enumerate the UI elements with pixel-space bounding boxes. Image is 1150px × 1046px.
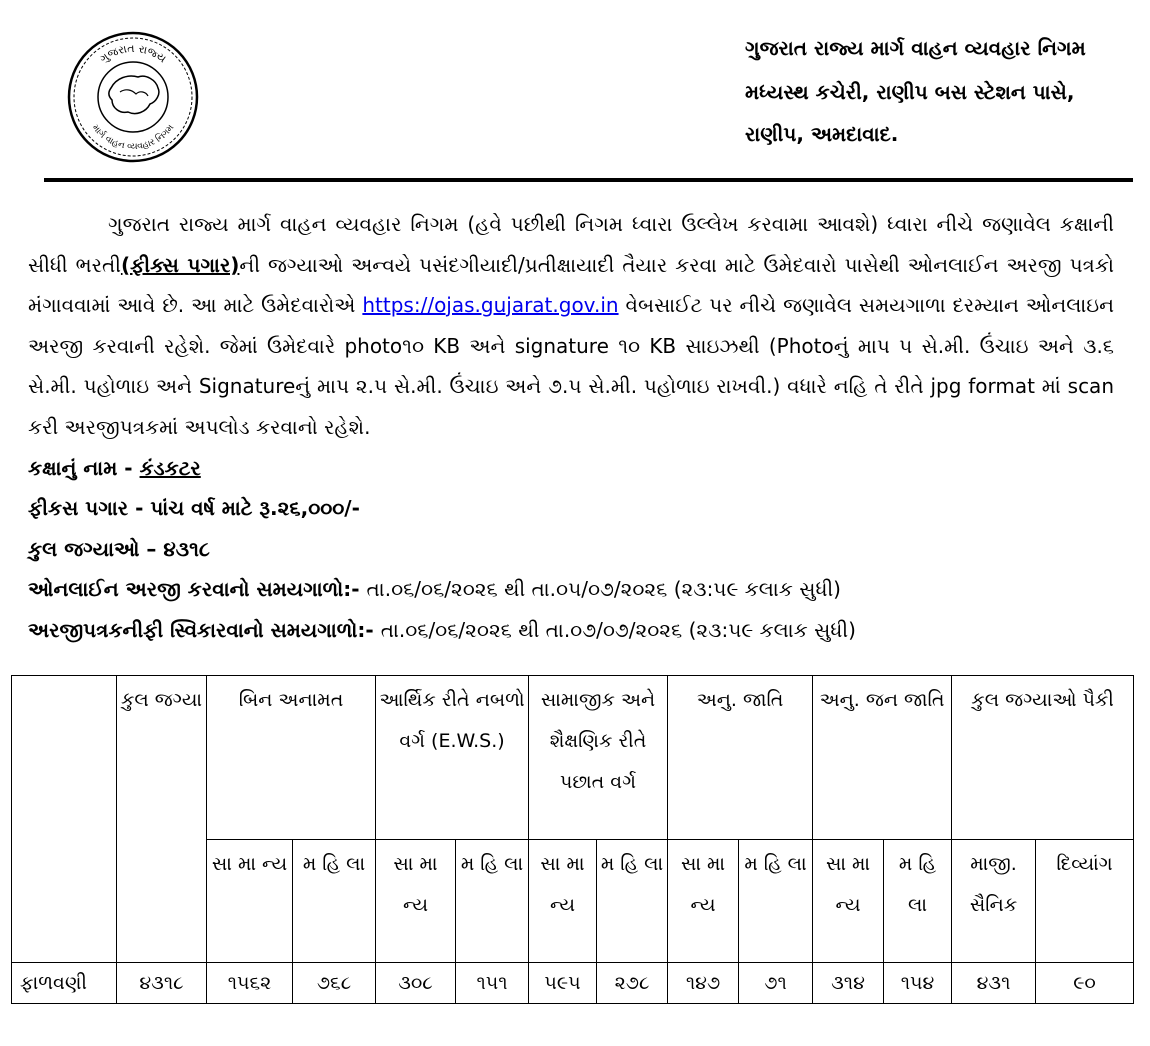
notice-text-part2: ની જગ્યાઓ અન્વયે પસંદગીયાદી/પ્રતીક્ષાયાદી તૈયાર કરવા માટે ઉમેદવારો પાસેથી ઓનલાઈન અરજી પત્રકો મંગાવવામાં આવે છે. આ માટે ઉમેદવારોએ (28, 252, 1114, 317)
value-unreserved-women: ૭૬૮ (293, 963, 376, 1004)
value-ews-general: ૩૦૮ (376, 963, 456, 1004)
subheader-women: મ હિ લા (597, 840, 668, 963)
value-unreserved-general: ૧૫૬૨ (207, 963, 293, 1004)
subheader-general: સા મા ન્ય (529, 840, 597, 963)
gsrtc-seal-logo (66, 30, 200, 164)
pay-line: ફીકસ પગાર - પાંચ વર્ષ માટે રૂ.૨૬,૦૦૦/- (28, 496, 360, 520)
notice-fixed-pay-highlight: (ફીક્સ પગાર) (120, 252, 240, 277)
notice-paragraph (28, 204, 1114, 447)
subheader-general: સા મા ન્ય (668, 840, 739, 963)
subheader-general: સા મા ન્ય (813, 840, 884, 963)
header-of-total: કુલ જગ્યાઓ પૈકી (952, 676, 1134, 840)
total-posts-line: કુલ જગ્યાઓ – ૪૩૧૮ (28, 537, 210, 561)
vacancy-table (11, 675, 1134, 1004)
header-total-posts: કુલ જગ્યા (117, 676, 207, 963)
value-st-women: ૧૫૪ (884, 963, 952, 1004)
pay-value: પાંચ વર્ષ માટે રૂ.૨૬,૦૦૦/- (150, 496, 360, 520)
header-sebc: સામાજીક અને શૈક્ષણિક રીતે પછાત વર્ગ (529, 676, 668, 840)
header-unreserved: બિન અનામત (207, 676, 376, 840)
org-address-line1: મધ્યસ્થ કચેરી, રાણીપ બસ સ્ટેશન પાસે, (745, 80, 1075, 104)
subheader-women: મ હિ લા (884, 840, 952, 963)
seal-ring-text-top: ગુજરાત રાજ્ય (97, 41, 169, 66)
value-sc-general: ૧૪૭ (668, 963, 739, 1004)
value-sebc-general: ૫૯૫ (529, 963, 597, 1004)
notice-text-part1: ગુજરાત રાજ્ય માર્ગ વાહન વ્યવહાર નિગમ (હવે પછીથી નિગમ ધ્વારા ઉલ્લેખ કરવામા આવશે) ધ્વારા નીચે જણાવેલ કક્ષાની સીધી ભરતી (28, 212, 1114, 277)
subheader-women: મ હિ લા (293, 840, 376, 963)
fee-period-line: અરજીપત્રકનીફી સ્વિકારવાનો સમયગાળો:- તા.૦૬/૦૬/૨૦૨૬ થી તા.૦૭/૦૭/૨૦૨૬ (૨૩:૫૯ કલાક સુધી) (28, 618, 856, 642)
header-divider (44, 178, 1133, 182)
notice-text-part3: વેબસાઈટ પર નીચે જણાવેલ સમયગાળા દરમ્યાન ઓનલાઇન અરજી કરવાની રહેશે. જેમાં ઉમેદવારે photo૧૦ KB અને signature ૧૦ KB સાઇઝથી (Photoનું માપ ૫ સે.મી. ઉંચાઇ અને ૩.૬ સે.મી. પહોળાઇ અને Signatureનું માપ ૨.૫ સે.મી. ઉંચાઇ અને ૭.૫ સે.મી. પહોળાઇ રાખવી.) વધારે નહિ તે રીતે jpg format માં scan કરી અરજીપત્રકમાં અપલોડ કરવાનો રહેશે. (28, 293, 1115, 439)
header-empty-cell (12, 676, 117, 963)
seal-map-emblem (109, 76, 159, 114)
subheader-general: સા મા ન્ય (376, 840, 456, 963)
header-sc: અનુ. જાતિ (668, 676, 813, 840)
org-address-line2: રાણીપ, અમદાવાદ. (745, 122, 899, 146)
seal-ring-text-bottom: માર્ગ વાહન વ્યવહાર નિગમ (89, 122, 177, 153)
application-period-value: તા.૦૬/૦૬/૨૦૨૬ થી તા.૦૫/૦૭/૨૦૨૬ (૨૩:૫૯ કલાક સુધી) (366, 577, 841, 601)
value-sebc-women: ૨૭૮ (597, 963, 668, 1004)
ojas-website-link[interactable]: https://ojas.gujarat.gov.in (362, 293, 619, 317)
header-st: અનુ. જન જાતિ (813, 676, 952, 840)
value-disabled: ૯૦ (1036, 963, 1134, 1004)
value-ews-women: ૧૫૧ (456, 963, 529, 1004)
post-name-value: કંડકટર (139, 456, 201, 480)
subheader-general: સા મા ન્ય (207, 840, 293, 963)
table-row (12, 963, 1134, 1004)
org-name: ગુજરાત રાજ્ય માર્ગ વાહન વ્યવહાર નિગમ (745, 36, 1086, 60)
row-label-allocation: ફાળવણી (12, 963, 117, 1004)
value-total: ૪૩૧૮ (117, 963, 207, 1004)
total-posts-value: ૪૩૧૮ (163, 537, 210, 561)
application-period-line: ઓનલાઈન અરજી કરવાનો સમયગાળો:- તા.૦૬/૦૬/૨૦૨૬ થી તા.૦૫/૦૭/૨૦૨૬ (૨૩:૫૯ કલાક સુધી) (28, 577, 841, 601)
header-ews: આર્થિક રીતે નબળો વર્ગ (E.W.S.) (376, 676, 529, 840)
post-name-line: કક્ષાનું નામ - કંડકટર (28, 456, 201, 480)
fee-period-value: તા.૦૬/૦૬/૨૦૨૬ થી તા.૦૭/૦૭/૨૦૨૬ (૨૩:૫૯ કલાક સુધી) (380, 618, 856, 642)
subheader-women: મ હિ લા (456, 840, 529, 963)
subheader-women: મ હિ લા (739, 840, 813, 963)
subheader-ex-servicemen: માજી. સૈનિક (952, 840, 1036, 963)
value-st-general: ૩૧૪ (813, 963, 884, 1004)
value-ex-servicemen: ૪૩૧ (952, 963, 1036, 1004)
value-sc-women: ૭૧ (739, 963, 813, 1004)
subheader-disabled: દિવ્યાંગ (1036, 840, 1134, 963)
